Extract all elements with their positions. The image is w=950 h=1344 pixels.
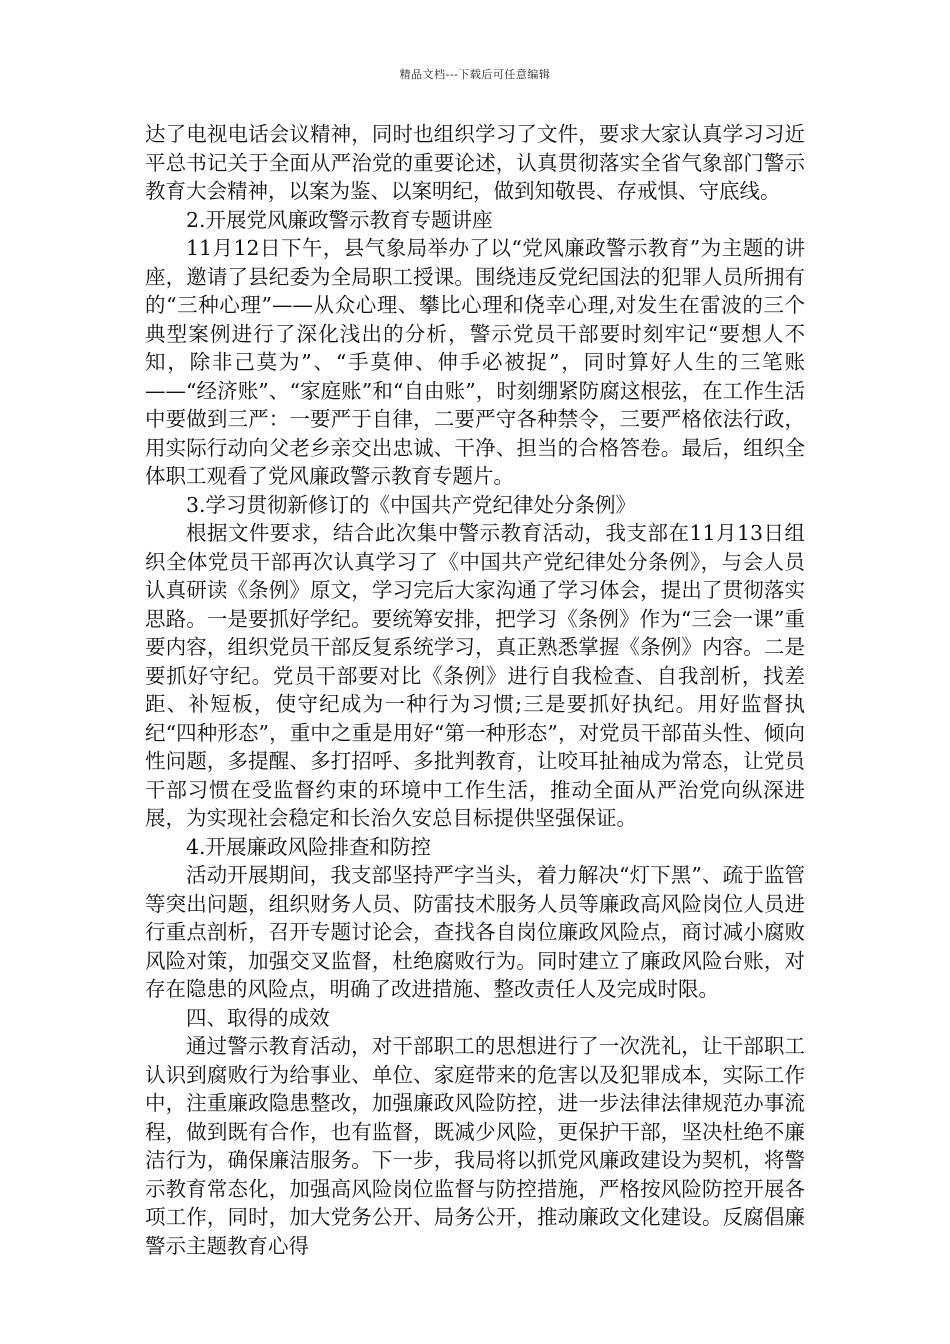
section-heading-regulations: 3.学习贯彻新修订的《中国共产党纪律处分条例》: [186, 492, 637, 517]
section-heading-risk-control: 4.开展廉政风险排查和防控: [186, 834, 432, 859]
paragraph-risk-control: 活动开展期间，我支部坚持严字当头，着力解决“灯下黑”、疏于监管等突出问题，组织财务人员、防雷技术服务人员等廉政高风险岗位人员进行重点剖析，召开专题讨论会，查找各自岗位廉政风险点，商讨减小腐败风险对策，加强交叉监督，杜绝腐败行为。同时建立了廉政风险台账，对存在隐患的风险点，明确了改进措施、整改责任人及完成时限。: [145, 863, 805, 1001]
page-header: 精品文档---下载后可任意编辑: [399, 68, 551, 81]
paragraph-continued: 达了电视电话会议精神，同时也组织学习了文件，要求大家认真学习习近平总书记关于全面从严治党的重要论述，认真贯彻落实全省气象部门警示教育大会精神，以案为鉴、以案明纪，做到知敬畏、存戒惧、守底线。: [145, 122, 805, 203]
paragraph-lecture: 11月12日下午，县气象局举办了以“党风廉政警示教育”为主题的讲座，邀请了县纪委为全局职工授课。围绕违反党纪国法的犯罪人员所拥有的“三种心理”——从众心理、攀比心理和侥幸心理,对发生在雷波的三个典型案例进行了深化浅出的分析，警示党员干部要时刻牢记“要想人不知，除非己莫为”、“手莫伸、伸手必被捉”，同时算好人生的三笔账——“经济账”、“家庭账”和“自由账”，时刻绷紧防腐这根弦，在工作生活中要做到三严：一要严于自律，二要严守各种禁令，三要严格依法行政，用实际行动向父老乡亲交出忠诚、干净、担当的合格答卷。最后，组织全体职工观看了党风廉政警示教育专题片。: [145, 236, 805, 488]
paragraph-results: 通过警示教育活动，对干部职工的思想进行了一次洗礼，让干部职工认识到腐败行为给事业、单位、家庭带来的危害以及犯罪成本，实际工作中，注重廉政隐患整改，加强廉政风险防控，进一步法律法律规范办事流程，做到既有合作，也有监督，既减少风险，更保护干部，坚决杜绝不廉洁行为，确保廉洁服务。下一步，我局将以抓党风廉政建设为契机，将警示教育常态化，加强高风险岗位监督与防控措施，严格按风险防控开展各项工作，同时，加大党务公开、局务公开，推动廉政文化建设。反腐倡廉警示主题教育心得: [145, 1034, 805, 1258]
section-heading-lecture: 2.开展党风廉政警示教育专题讲座: [186, 207, 493, 232]
section-heading-results: 四、取得的成效: [186, 1005, 330, 1030]
paragraph-regulations: 根据文件要求，结合此次集中警示教育活动，我支部在11月13日组织全体党员干部再次认真学习了《中国共产党纪律处分条例》，与会人员认真研读《条例》原文，学习完后大家沟通了学习体会，提出了贯彻落实思路。一是要抓好学纪。要统筹安排，把学习《条例》作为“三会一课”重要内容，组织党员干部反复系统学习，真正熟悉掌握《条例》内容。二是要抓好守纪。党员干部要对比《条例》进行自我检查、自我剖析，找差距、补短板，使守纪成为一种行为习惯;三是要抓好执纪。用好监督执纪“四种形态”，重中之重是用好“第一种形态”，对党员干部苗头性、倾向性问题，多提醒、多打招呼、多批判教育，让咬耳扯袖成为常态，让党员干部习惯在受监督约束的环境中工作生活，推动全面从严治党向纵深进展，为实现社会稳定和长治久安总目标提供坚强保证。: [145, 521, 805, 830]
document-body: [145, 120, 805, 1260]
